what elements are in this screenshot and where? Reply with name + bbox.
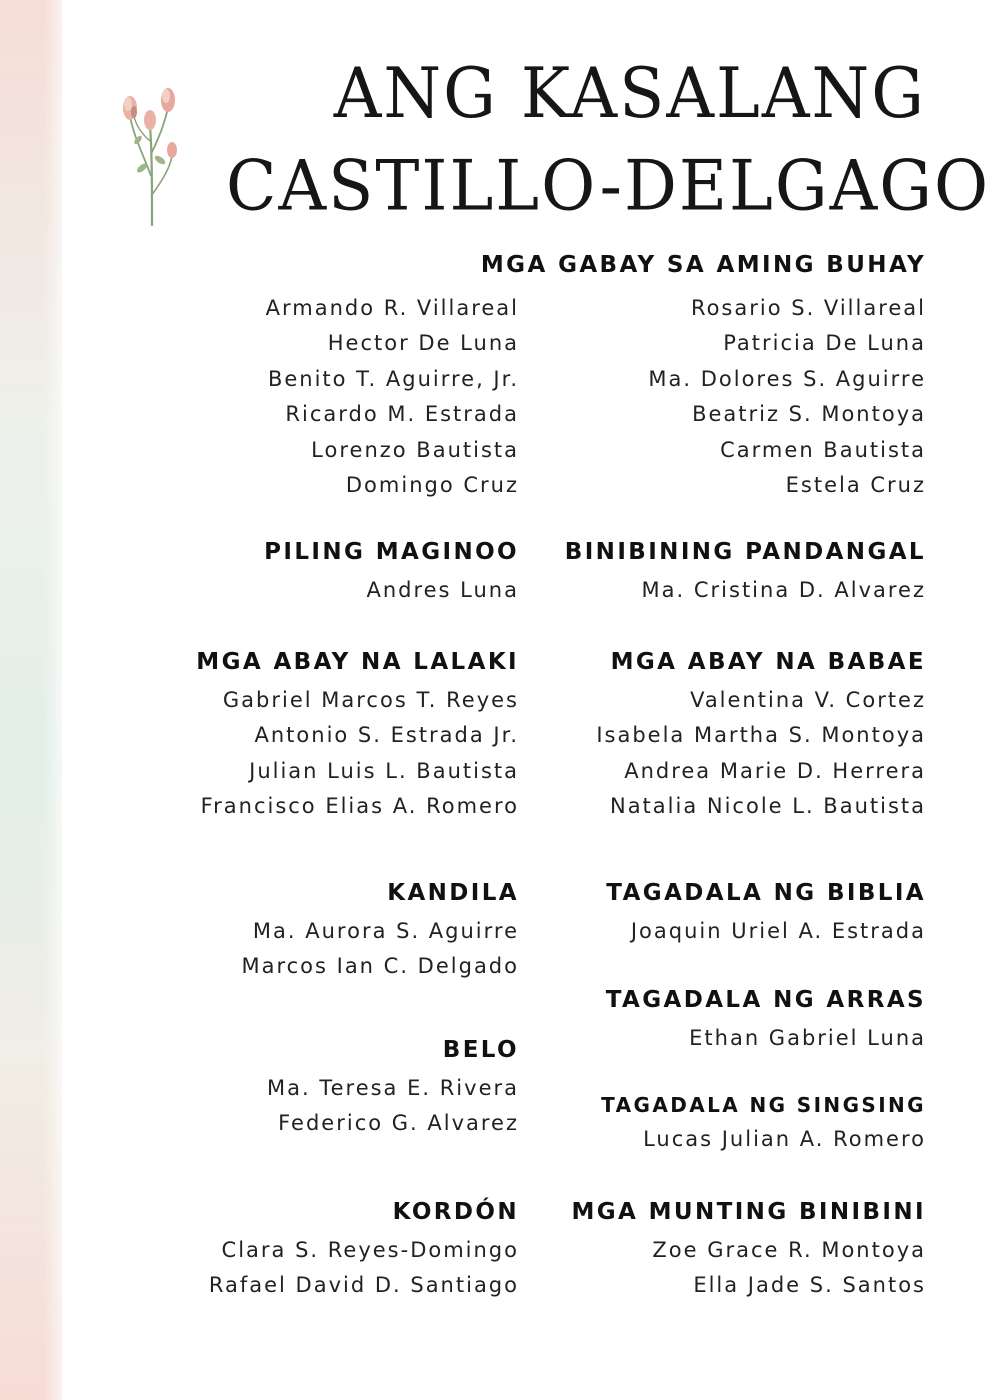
- list-item: Rafael David D. Santiago: [208, 1273, 519, 1298]
- gabay-left-list: [266, 291, 519, 503]
- list-item: Natalia Nicole L. Bautista: [609, 794, 926, 819]
- section-heading-gabay: MGA GABAY SA AMING BUHAY: [480, 252, 926, 278]
- list-item: Marcos Ian C. Delgado: [241, 954, 519, 979]
- list-item: Armando R. Villareal: [265, 296, 519, 320]
- section-heading-arras: TAGADALA NG ARRAS: [605, 987, 926, 1013]
- kandila-list: [241, 914, 519, 985]
- list-item: Gabriel Marcos T. Reyes: [222, 688, 519, 712]
- list-item: Andres Luna: [366, 578, 519, 602]
- list-item: Carmen Bautista: [720, 437, 926, 462]
- decorative-side-strip: [0, 0, 62, 1400]
- list-item: Ma. Aurora S. Aguirre: [252, 919, 519, 943]
- list-item: Ma. Teresa E. Rivera: [267, 1076, 519, 1100]
- page-title: [226, 48, 991, 233]
- gabay-right-list: [648, 291, 926, 503]
- munting-binibini-list: [652, 1233, 926, 1304]
- binibining-pandangal-list: [642, 573, 926, 608]
- section-heading-abay-babae: MGA ABAY NA BABAE: [610, 649, 926, 675]
- list-item: Benito T. Aguirre, Jr.: [267, 366, 519, 391]
- biblia-list: [631, 914, 926, 949]
- list-item: Valentina V. Cortez: [690, 688, 926, 712]
- list-item: Clara S. Reyes-Domingo: [221, 1238, 519, 1262]
- list-item: Rosario S. Villareal: [690, 296, 926, 320]
- section-heading-abay-lalaki: MGA ABAY NA LALAKI: [196, 649, 519, 675]
- list-item: Andrea Marie D. Herrera: [624, 758, 926, 783]
- list-item: Ma. Cristina D. Alvarez: [641, 578, 926, 602]
- list-item: Francisco Elias A. Romero: [200, 794, 519, 819]
- belo-list: [267, 1071, 519, 1142]
- section-heading-piling-maginoo: PILING MAGINOO: [264, 539, 519, 565]
- list-item: Lucas Julian A. Romero: [643, 1127, 926, 1151]
- section-heading-binibining-pandangal: BINIBINING PANDANGAL: [564, 539, 926, 565]
- section-heading-munting-binibini: MGA MUNTING BINIBINI: [571, 1199, 926, 1225]
- flower-sprig-icon: [112, 56, 182, 228]
- list-item: Joaquin Uriel A. Estrada: [630, 919, 926, 943]
- list-item: Estela Cruz: [785, 473, 926, 498]
- list-item: Domingo Cruz: [345, 473, 519, 498]
- list-item: Zoe Grace R. Montoya: [652, 1238, 926, 1262]
- section-heading-singsing: TAGADALA NG SINGSING: [601, 1093, 926, 1117]
- title-line-2: CASTILLO-DELGAGO: [226, 145, 991, 227]
- section-heading-kordon: KORDÓN: [392, 1199, 519, 1225]
- abay-babae-list: [596, 683, 926, 825]
- list-item: Ella Jade S. Santos: [693, 1273, 926, 1298]
- list-item: Hector De Luna: [327, 331, 519, 356]
- list-item: Federico G. Alvarez: [278, 1111, 519, 1136]
- section-heading-belo: BELO: [442, 1037, 519, 1063]
- arras-list: [689, 1021, 926, 1056]
- list-item: Antonio S. Estrada Jr.: [254, 723, 519, 748]
- singsing-list: [643, 1122, 926, 1157]
- list-item: Ma. Dolores S. Aguirre: [648, 366, 926, 391]
- list-item: Isabela Martha S. Montoya: [596, 723, 926, 748]
- title-line-1: ANG KASALANG: [333, 52, 926, 134]
- list-item: Lorenzo Bautista: [311, 437, 519, 462]
- kordon-list: [209, 1233, 519, 1304]
- list-item: Ricardo M. Estrada: [285, 402, 519, 427]
- list-item: Beatriz S. Montoya: [692, 402, 926, 427]
- list-item: Patricia De Luna: [723, 331, 926, 356]
- section-heading-kandila: KANDILA: [387, 880, 519, 906]
- list-item: Ethan Gabriel Luna: [689, 1026, 926, 1050]
- section-heading-biblia: TAGADALA NG BIBLIA: [606, 880, 926, 906]
- piling-maginoo-list: [366, 573, 519, 608]
- abay-lalaki-list: [201, 683, 519, 825]
- list-item: Julian Luis L. Bautista: [249, 758, 519, 783]
